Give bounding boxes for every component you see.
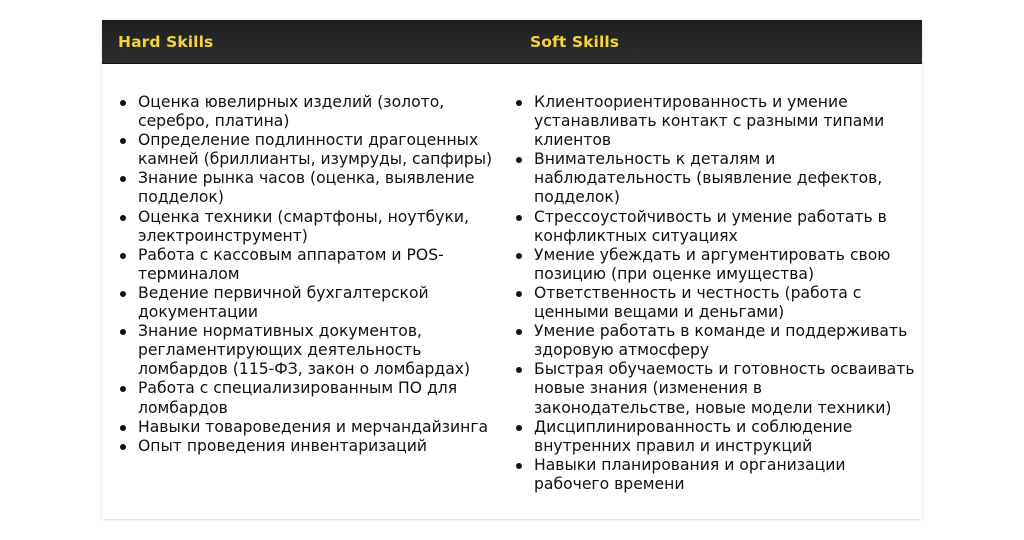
list-item: Умение работать в команде и поддерживать здоровую атмосферу <box>534 322 922 360</box>
list-item: Ведение первичной бухгалтерской документации <box>138 284 498 322</box>
list-item: Ответственность и честность (работа с ценными вещами и деньгами) <box>534 284 922 322</box>
list-item: Работа с специализированным ПО для ломбардов <box>138 379 498 417</box>
list-item: Оценка ювелирных изделий (золото, серебро, платина) <box>138 93 498 131</box>
header-soft-skills: Soft Skills <box>530 32 620 51</box>
list-item: Внимательность к деталям и наблюдательность (выявление дефектов, подделок) <box>534 150 922 207</box>
list-item: Навыки товароведения и мерчандайзинга <box>138 418 498 437</box>
list-item: Умение убеждать и аргументировать свою позицию (при оценке имущества) <box>534 246 922 284</box>
table-body <box>102 64 922 494</box>
list-item: Определение подлинности драгоценных камней (бриллианты, изумруды, сапфиры) <box>138 131 498 169</box>
list-item: Быстрая обучаемость и готовность осваивать новые знания (изменения в законодательстве, новые модели техники) <box>534 360 922 417</box>
list-item: Дисциплинированность и соблюдение внутренних правил и инструкций <box>534 418 922 456</box>
list-item: Клиентоориентированность и умение устанавливать контакт с разными типами клиентов <box>534 93 922 150</box>
list-item: Навыки планирования и организации рабочего времени <box>534 456 922 494</box>
soft-skills-list <box>514 93 922 494</box>
list-item: Работа с кассовым аппаратом и POS-терминалом <box>138 246 498 284</box>
table-header <box>102 20 922 64</box>
list-item: Знание нормативных документов, регламентирующих деятельность ломбардов (115-ФЗ, закон о ломбардах) <box>138 322 498 379</box>
soft-skills-column <box>498 93 922 494</box>
hard-skills-list <box>118 93 498 456</box>
list-item: Оценка техники (смартфоны, ноутбуки, электроинструмент) <box>138 208 498 246</box>
list-item: Стрессоустойчивость и умение работать в конфликтных ситуациях <box>534 208 922 246</box>
list-item: Опыт проведения инвентаризаций <box>138 437 498 456</box>
hard-skills-column <box>102 93 498 494</box>
list-item: Знание рынка часов (оценка, выявление подделок) <box>138 169 498 207</box>
skills-table <box>102 20 922 519</box>
header-hard-skills: Hard Skills <box>118 32 214 51</box>
